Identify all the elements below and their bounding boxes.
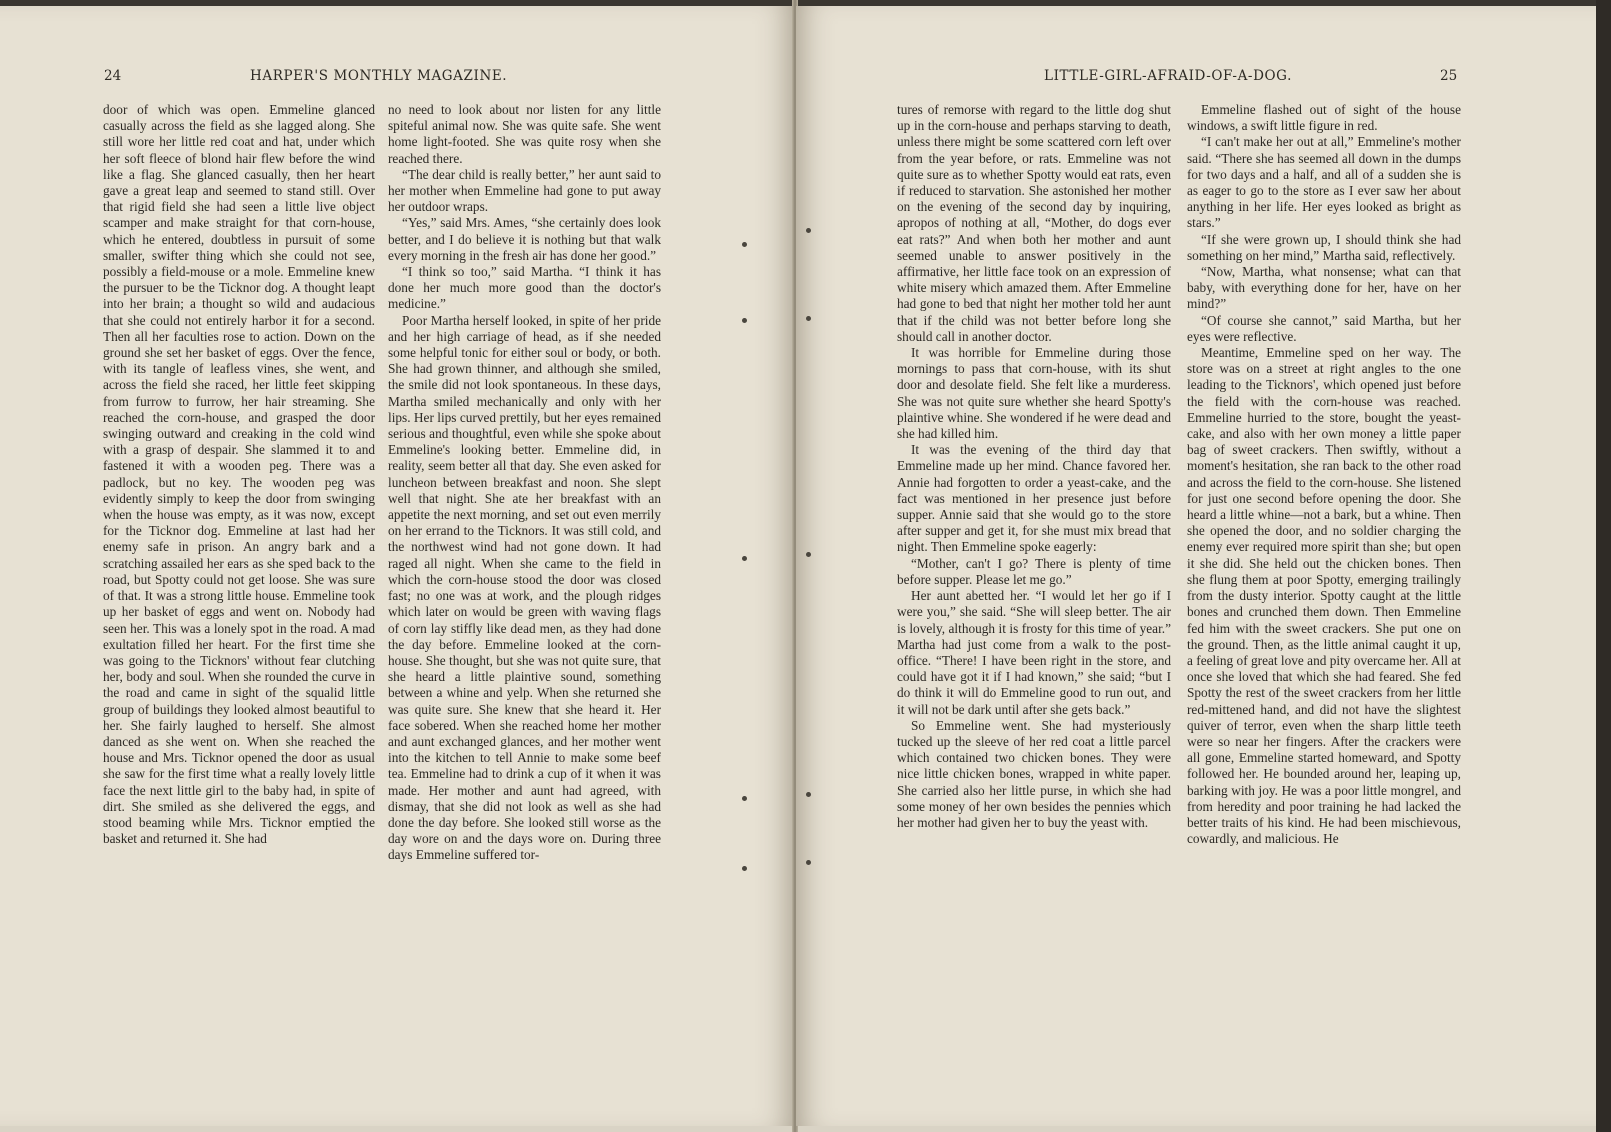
paragraph: “If she were grown up, I should think she had something on her mind,” Martha said, reflectively. [1187,231,1461,263]
paragraph: “Of course she cannot,” said Martha, but her eyes were reflective. [1187,312,1461,344]
running-head-left: HARPER'S MONTHLY MAGAZINE. [250,68,508,84]
left-page-column-1 [103,102,375,847]
running-head-right: LITTLE-GIRL-AFRAID-OF-A-DOG. [1044,68,1292,84]
scan-speck [742,796,747,801]
left-page [0,6,794,1126]
paragraph: “Mother, can't I go? There is plenty of time before supper. Please let me go.” [897,555,1171,587]
paragraph: Poor Martha herself looked, in spite of her pride and her high carriage of head, as if she needed some helpful tonic for either soul or body, or both. She had grown thinner, and although she smiled, the smile did not look spontaneous. In these days, Martha smiled mechanically and only with her lips. Her lips curved prettily, but her eyes remained serious and thoughtful, even while she spoke about Emmeline's looking better. Emmeline did, in reality, seem better all that day. She even asked for luncheon between breakfast and noon. She slept well that night. She ate her breakfast with an appetite the next morning, and set out even merrily on her errand to the Ticknors. It was still cold, and the northwest wind had not gone down. It had raged all night. When she came to the field in which the corn-house stood the door was closed fast; no one was at work, and the plough ridges which later on would be green with waving flags of corn lay stiffly like dead men, as they had done the day before. Emmeline looked at the corn-house. She thought, but she was not quite sure, that she heard a little plaintive sound, something between a whine and yelp. When she returned she was quite sure. She knew that she heard it. Her face sobered. When she reached home her mother and aunt exchanged glances, and her mother went into the kitchen to tell Annie to make some beef tea. Emmeline had to drink a cup of it when it was made. Her mother and aunt had agreed, with dismay, that she did not look as well as she had done the day before. She looked still worse as the day wore on and the days wore on. During three days Emmeline suffered tor- [388,312,661,863]
scan-speck [742,242,747,247]
paragraph: “Yes,” said Mrs. Ames, “she certainly does look better, and I do believe it is nothing but that walk every morning in the fresh air has done her good.” [388,215,661,263]
page-number-right: 25 [1440,68,1458,84]
paragraph: “I think so too,” said Martha. “I think it has done her much more good than the doctor's medicine.” [388,264,661,312]
paragraph: “Now, Martha, what nonsense; what can that baby, with everything done for her, have on her mind?” [1187,264,1461,312]
paragraph: “The dear child is really better,” her aunt said to her mother when Emmeline had gone to put away her outdoor wraps. [388,166,661,215]
paragraph: It was horrible for Emmeline during those mornings to pass that corn-house, with its shut door and desolate field. She felt like a murderess. She was not quite sure whether she heard Spotty's plaintive whine. She wondered if he were dead and she had killed him. [897,345,1171,442]
paragraph: tures of remorse with regard to the little dog shut up in the corn-house and perhaps starving to death, unless there might be some scattered corn left over from the year before, or rats. Emmeline was not quite sure as to whether Spotty would eat rats, even if reduced to starvation. She astonished her mother on the evening of the second day by inquiring, apropos of nothing at all, “Mother, do dogs ever eat rats?” And when both her mother and aunt seemed unable to answer positively in the affirmative, her little face took on an expression of white misery which amazed them. After Emmeline had gone to bed that night her mother told her aunt that if the child was not better before long she should call in another doctor. [897,102,1171,344]
scan-speck [806,552,811,557]
paragraph: So Emmeline went. She had mysteriously tucked up the sleeve of her red coat a little parcel which contained two chicken bones. They were nice little chicken bones, wrapped in white paper. She carried also her little purse, in which she had some money of her own besides the pennies which her mother had given her to buy the yeast with. [897,717,1171,830]
left-page-column-2 [388,102,661,864]
paragraph: Emmeline flashed out of sight of the house windows, a swift little figure in red. [1187,102,1461,134]
scan-speck [742,866,747,871]
scan-speck [806,316,811,321]
paragraph: It was the evening of the third day that Emmeline made up her mind. Chance favored her. Annie had forgotten to order a yeast-cake, and the fact was mentioned in her presence just before supper. Annie said that she would go to the store after supper and get it, for she must mix bread that night. Then Emmeline spoke eagerly: [897,442,1171,555]
scan-speck [742,556,747,561]
right-page-column-1 [897,102,1171,831]
scan-speck [806,860,811,865]
paragraph: “I can't make her out at all,” Emmeline's mother said. “There she has seemed all down in the dumps for two days and a half, and all of a sudden she is as eager to go to the store as I ever saw her about anything in her life. Her eyes looked as bright as stars.” [1187,134,1461,231]
page-number-left: 24 [104,68,122,84]
right-page-column-2 [1187,102,1461,847]
scan-speck [806,792,811,797]
paragraph: door of which was open. Emmeline glanced casually across the field as she lagged along. She still wore her little red coat and hat, under which her soft fleece of blond hair flew before the wind like a flag. She glanced casually, then her heart gave a great leap and seemed to stand still. Over that rigid field she had seen a little live object scamper and make straight for that corn-house, which he entered, doubtless in pursuit of some smaller, swifter thing which she could not see, possibly a field-mouse or a mole. Emmeline knew the pursuer to be the Ticknor dog. A thought leapt into her brain; a thought so wild and audacious that she could not entirely harbor it for a second. Then all her faculties rose to action. Down on the ground she set her basket of eggs. Over the fence, with its tangle of leafless vines, she went, and across the field she raced, her little feet skipping from furrow to furrow, her hair streaming. She reached the corn-house, and grasped the door swinging outward and creaking in the cold wind with a grasp of despair. She slammed it to and fastened it with a wooden peg. There was a padlock, but no key. The wooden peg was evidently simply to keep the door from swinging when the house was empty, as it was now, except for the Ticknor dog. Emmeline at last had her enemy safe in prison. An angry bark and a scratching assailed her ears as she sped back to the road, but Spotty could not get loose. She was sure of that. It was a strong little house. Emmeline took up her basket of eggs and went on. Nobody had seen her. This was a lonely spot in the road. A mad exultation filled her heart. For the first time she was going to the Ticknors' without fear clutching her, body and soul. When she rounded the curve in the road and came in sight of the squalid little group of buildings they looked almost beautiful to her. She fairly laughed to herself. She almost danced as she went on. When she reached the house and Mrs. Ticknor opened the door as usual she saw for the first time what a really lovely little face the next little girl to the baby had, in spite of dirt. She smiled as she delivered the eggs, and stood beaming while Mrs. Ticknor emptied the basket and returned it. She had [103,102,375,847]
paragraph: Meantime, Emmeline sped on her way. The store was on a street at right angles to the one leading to the Ticknors', which opened just before the field with the corn-house was reached. Emmeline hurried to the store, bought the yeast-cake, and also with her own money a little paper bag of sweet crackers. Then swiftly, without a moment's hesitation, she ran back to the other road and across the field to the corn-house. She listened for just one second before opening the door. She heard a little whine—not a bark, but a whine. Then she opened the door, and no soldier charging the enemy ever required more spirit than she; but open it she did. She held out the chicken bones. Then she flung them at poor Spotty, emerging trailingly from the dusty interior. Spotty caught at the little bones and crunched them down. Then Emmeline fed him with the sweet crackers. She put one on the ground. Then, as the little animal caught it up, a feeling of great love and pity overcame her. All at once she loved that which she had feared. She fed Spotty the rest of the sweet crackers from her little red-mittened hand, and did not have the slightest quiver of terror, even when the sharp little teeth were so near her fingers. After the crackers were all gone, Emmeline started homeward, and Spotty followed her. He bounded around her, leaping up, barking with joy. He was a poor little mongrel, and from heredity and poor training he had lacked the better traits of his kind. He had been mischievous, cowardly, and malicious. He [1187,345,1461,847]
paragraph: no need to look about nor listen for any little spiteful animal now. She was quite safe. She went home light-footed. She was quite rosy when she reached there. [388,102,661,166]
scan-speck [806,228,811,233]
scan-right-border [1596,0,1611,1132]
paragraph: Her aunt abetted her. “I would let her go if I were you,” she said. “She will sleep better. The air is lovely, although it is frosty for this time of year.” Martha had just come from a walk to the post-office. “There! I have been right in the store, and could have got it if I had known,” she said; “but I do think it will do Emmeline good to run out, and it will not be dark until after she gets back.” [897,588,1171,717]
scan-speck [742,318,747,323]
right-page [796,6,1596,1126]
